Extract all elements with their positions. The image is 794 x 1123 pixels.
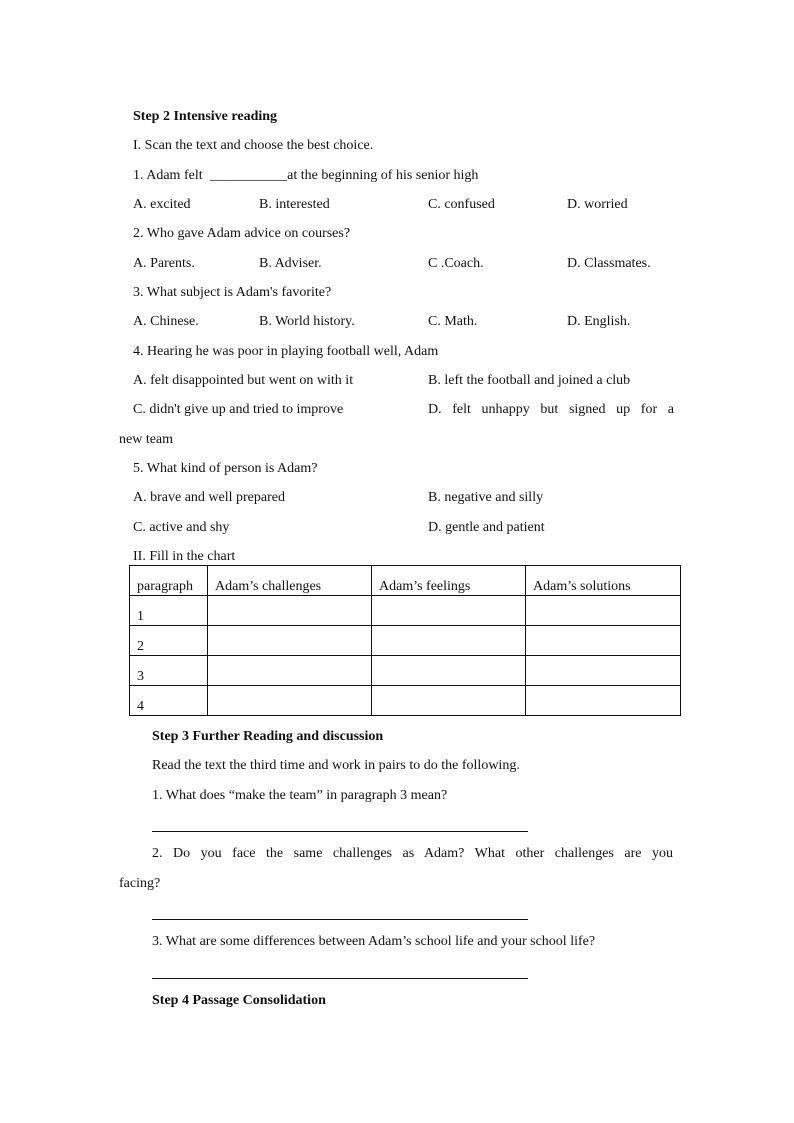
chart-row-paragraph: 1 — [130, 596, 208, 626]
q2-option-b: B. Adviser. — [259, 256, 322, 271]
q2-option-d: D. Classmates. — [567, 256, 651, 271]
q4-option-b: B. left the football and joined a club — [428, 373, 631, 388]
chart-row — [130, 626, 681, 656]
step4-title: Step 4 Passage Consolidation — [152, 993, 326, 1008]
chart-row-paragraph: 4 — [130, 686, 208, 716]
chart-cell-feelings[interactable] — [372, 656, 526, 686]
chart-cell-challenges[interactable] — [208, 686, 372, 716]
chart-header-row — [130, 566, 681, 596]
step3-intro: Read the text the third time and work in pairs to do the following. — [152, 758, 520, 773]
answer-line-1[interactable] — [152, 831, 528, 832]
q4-option-c: C. didn't give up and tried to improve — [133, 402, 344, 417]
step2-title: Step 2 Intensive reading — [133, 109, 278, 124]
chart-row-paragraph: 3 — [130, 656, 208, 686]
chart-row — [130, 656, 681, 686]
q1-option-d: D. worried — [567, 197, 628, 212]
chart-cell-feelings[interactable] — [372, 626, 526, 656]
chart-header-challenges: Adam’s challenges — [208, 566, 372, 596]
q1-option-c: C. confused — [428, 197, 495, 212]
question-3-stem: 3. What subject is Adam's favorite? — [133, 285, 332, 300]
q5-option-a: A. brave and well prepared — [133, 490, 285, 505]
answer-line-2[interactable] — [152, 919, 528, 920]
chart-cell-solutions[interactable] — [526, 626, 681, 656]
question-4-stem: 4. Hearing he was poor in playing football well, Adam — [133, 344, 439, 359]
q1-option-b: B. interested — [259, 197, 330, 212]
q5-option-c: C. active and shy — [133, 520, 230, 535]
fill-in-chart — [129, 565, 681, 716]
chart-header-paragraph: paragraph — [130, 566, 208, 596]
chart-cell-challenges[interactable] — [208, 656, 372, 686]
q4-option-a: A. felt disappointed but went on with it — [133, 373, 354, 388]
q4-option-d: D. felt unhappy but signed up for a — [428, 402, 674, 417]
chart-header-solutions: Adam’s solutions — [526, 566, 681, 596]
chart-cell-feelings[interactable] — [372, 686, 526, 716]
question-1-stem — [133, 168, 478, 184]
q4-option-d-continued: new team — [119, 432, 174, 447]
q5-option-d: D. gentle and patient — [428, 520, 545, 535]
chart-cell-challenges[interactable] — [208, 596, 372, 626]
chart-cell-solutions[interactable] — [526, 596, 681, 626]
part1-instruction: I. Scan the text and choose the best choice. — [133, 138, 374, 153]
q2-option-a: A. Parents. — [133, 256, 195, 271]
question-5-stem: 5. What kind of person is Adam? — [133, 461, 318, 476]
step3-question-3: 3. What are some differences between Adam’s school life and your school life? — [152, 934, 596, 949]
q2-option-c: C .Coach. — [428, 256, 484, 271]
chart-cell-solutions[interactable] — [526, 686, 681, 716]
q5-option-b: B. negative and silly — [428, 490, 544, 505]
chart-cell-challenges[interactable] — [208, 626, 372, 656]
answer-line-3[interactable] — [152, 978, 528, 979]
question-2-stem: 2. Who gave Adam advice on courses? — [133, 226, 351, 241]
question-1-stem-b: at the beginning of his senior high — [287, 168, 479, 183]
chart-row-paragraph: 2 — [130, 626, 208, 656]
q3-option-a: A. Chinese. — [133, 314, 199, 329]
step3-title: Step 3 Further Reading and discussion — [152, 729, 384, 744]
step3-question-2: 2. Do you face the same challenges as Adam? What other challenges are you — [152, 846, 673, 861]
part2-instruction: II. Fill in the chart — [133, 549, 236, 564]
chart-cell-feelings[interactable] — [372, 596, 526, 626]
q3-option-b: B. World history. — [259, 314, 355, 329]
chart-row — [130, 596, 681, 626]
step3-question-2-continued: facing? — [119, 876, 161, 891]
chart-cell-solutions[interactable] — [526, 656, 681, 686]
q1-option-a: A. excited — [133, 197, 191, 212]
step3-question-1: 1. What does “make the team” in paragraph 3 mean? — [152, 788, 448, 803]
question-1-stem-a: 1. Adam felt — [133, 168, 203, 183]
chart-header-feelings: Adam’s feelings — [372, 566, 526, 596]
q3-option-c: C. Math. — [428, 314, 478, 329]
q3-option-d: D. English. — [567, 314, 631, 329]
question-1-blank: ___________ — [210, 168, 288, 183]
chart-row — [130, 686, 681, 716]
